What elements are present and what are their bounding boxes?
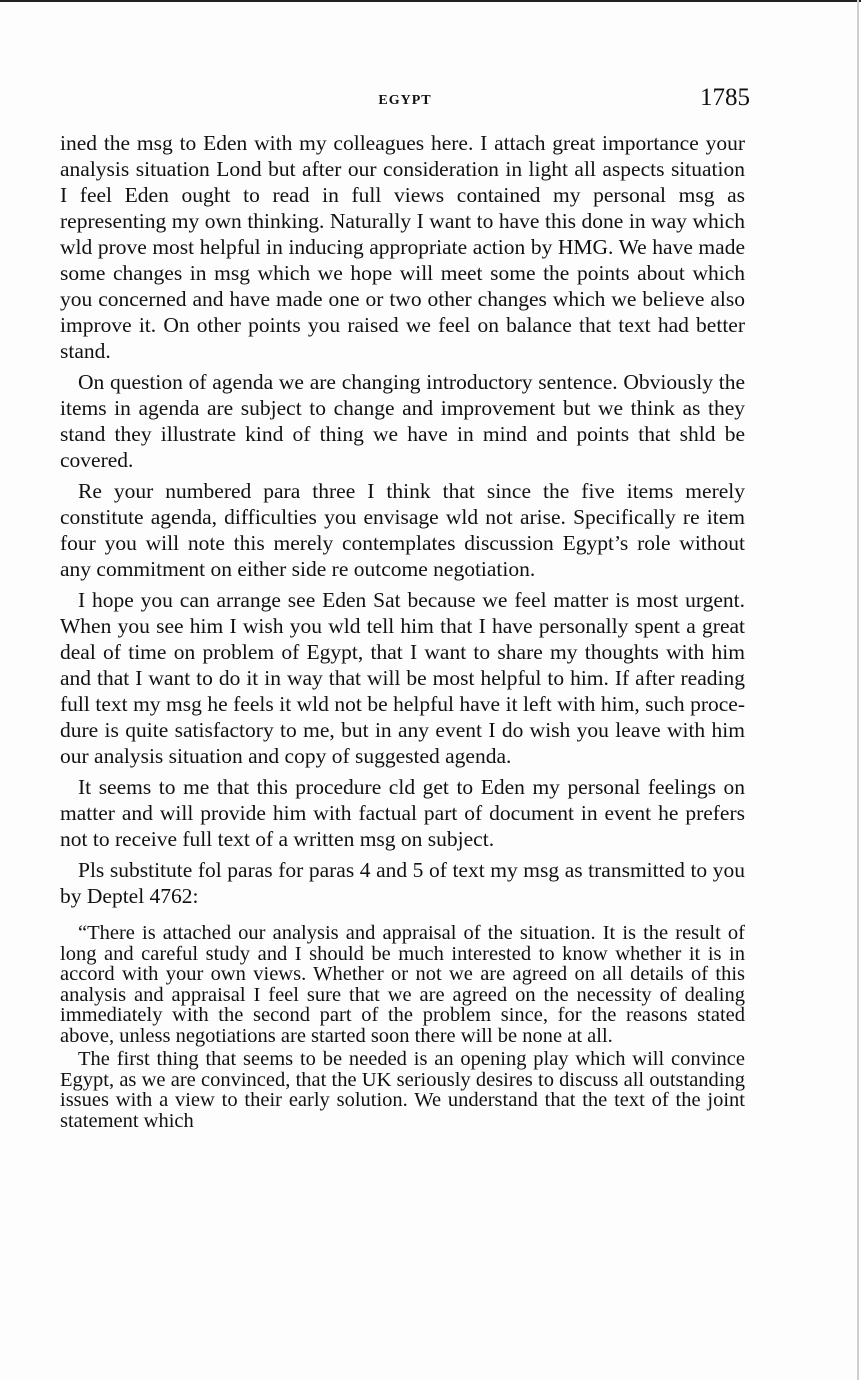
top-border [0, 0, 861, 2]
paragraph-agenda: On question of agenda we are changing introductory sentence. Obviously the items in agenda are subject to change and improvement but we think as they stand they illustrate kind of thing we have in mind and points that shld be covered. [60, 370, 745, 472]
page-number: 1785 [700, 84, 750, 111]
paragraph-substitute: Pls substitute fol paras for paras 4 and 5 of text my msg as transmitted to you by Deptel 4762: [60, 858, 745, 908]
paragraph-para-three: Re your numbered para three I think that since the five items merely constitute agenda, difficulties you envisage wld not arise. Specifically re item four you will note this merely contemplates discussion Egypt’s role without any commitment on either side re outcome negotiation. [60, 479, 745, 581]
paragraph-continued: ined the msg to Eden with my colleagues here. I attach great importance your analysis situation Lond but after our consideration in light all aspects situation I feel Eden ought to read in full views contained my personal msg as representing my own thinking. Naturally I want to have this done in way which wld prove most helpful in inducing appropriate action by HMG. We have made some changes in msg which we hope will meet some the points about which you concerned and have made one or two other changes which we believe also improve it. On other points you raised we feel on balance that text had better stand. [60, 131, 745, 363]
quoted-paragraph-opening-play: The first thing that seems to be needed is an opening play which will convince Egypt, as we are convinced, that the UK seriously desires to discuss all outstanding issues with a view to their early solution. We understand that the text of the joint statement which [60, 1048, 745, 1132]
running-title: EGYPT [378, 93, 432, 108]
page-edge [857, 0, 859, 1380]
quoted-paragraph-analysis: “There is attached our analysis and appraisal of the situation. It is the result of long and careful study and I should be much interested to know whether it is in accord with your own views. Whether or not we are agreed on all details of this analysis and appraisal I feel sure that we are agreed on the necessity of dealing immediately with the second part of the problem since, for the reasons stated above, unless negotiations are started soon there will be none at all. [60, 922, 745, 1047]
page-header [60, 84, 750, 118]
paragraph-eden-meeting: I hope you can arrange see Eden Sat because we feel matter is most urgent. When you see him I wish you wld tell him that I have personally spent a great deal of time on problem of Egypt, that I want to share my thoughts with him and that I want to do it in way that will be most helpful to him. If after reading full text my msg he feels it wld not be helpful have it left with him, such procedure is quite satisfactory to me, but in any event I do wish you leave with him our analysis situation and copy of suggested agenda. [60, 588, 745, 768]
page-body [60, 130, 745, 1134]
paragraph-procedure: It seems to me that this procedure cld get to Eden my personal feelings on matter and will provide him with factual part of document in event he prefers not to receive full text of a written msg on subject. [60, 775, 745, 851]
